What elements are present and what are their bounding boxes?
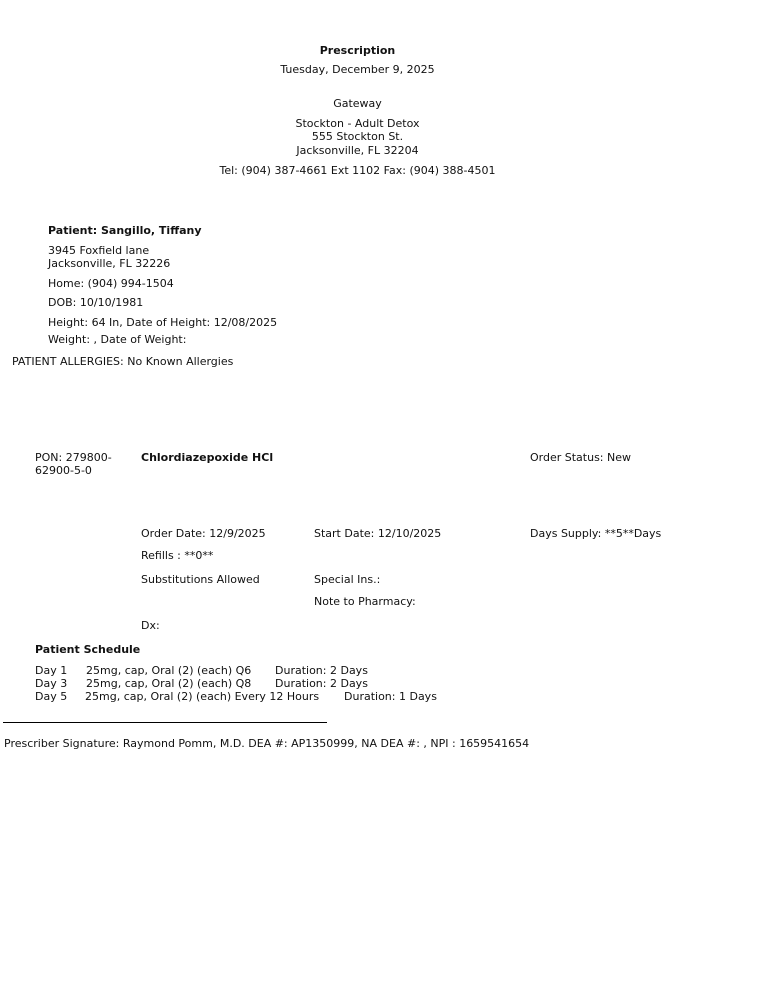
pon-line1: PON: 279800- xyxy=(35,451,112,464)
facility-contact: Tel: (904) 387-4661 Ext 1102 Fax: (904) 388-4501 xyxy=(219,164,496,177)
facility-name: Stockton - Adult Detox xyxy=(295,117,420,130)
order-date: Order Date: 12/9/2025 xyxy=(141,527,266,540)
schedule-duration: Duration: 1 Days xyxy=(344,690,437,703)
signature-line xyxy=(3,722,327,723)
patient-height: Height: 64 In, Date of Height: 12/08/2025 xyxy=(48,316,278,329)
special-instructions: Special Ins.: xyxy=(314,573,381,586)
pon-line2: 62900-5-0 xyxy=(35,464,92,477)
schedule-day: Day 3 xyxy=(35,677,68,690)
diagnosis: Dx: xyxy=(141,619,160,632)
patient-dob: DOB: 10/10/1981 xyxy=(48,296,144,309)
document-date: Tuesday, December 9, 2025 xyxy=(280,63,435,76)
prescriber-signature: Prescriber Signature: Raymond Pomm, M.D. DEA #: AP1350999, NA DEA #: , NPI : 1659541654 xyxy=(4,737,530,750)
schedule-duration: Duration: 2 Days xyxy=(275,664,368,677)
schedule-dose: 25mg, cap, Oral (2) (each) Q6 xyxy=(86,664,252,677)
patient-home-phone: Home: (904) 994-1504 xyxy=(48,277,174,290)
schedule-dose: 25mg, cap, Oral (2) (each) Every 12 Hours xyxy=(85,690,320,703)
patient-weight: Weight: , Date of Weight: xyxy=(48,333,187,346)
document-title: Prescription xyxy=(319,44,396,57)
facility-street: 555 Stockton St. xyxy=(311,130,404,143)
substitutions: Substitutions Allowed xyxy=(141,573,260,586)
patient-name: Patient: Sangillo, Tiffany xyxy=(48,224,202,237)
schedule-day: Day 1 xyxy=(35,664,68,677)
days-supply: Days Supply: **5**Days xyxy=(530,527,662,540)
note-to-pharmacy: Note to Pharmacy: xyxy=(314,595,416,608)
schedule-day: Day 5 xyxy=(35,690,68,703)
schedule-dose: 25mg, cap, Oral (2) (each) Q8 xyxy=(86,677,252,690)
refills: Refills : **0** xyxy=(141,549,214,562)
schedule-title: Patient Schedule xyxy=(35,643,141,656)
facility-city: Jacksonville, FL 32204 xyxy=(296,144,419,157)
drug-name: Chlordiazepoxide HCl xyxy=(141,451,274,464)
organization-name: Gateway xyxy=(333,97,382,110)
order-status: Order Status: New xyxy=(530,451,632,464)
patient-address-line2: Jacksonville, FL 32226 xyxy=(48,257,171,270)
patient-address-line1: 3945 Foxfield lane xyxy=(48,244,150,257)
schedule-duration: Duration: 2 Days xyxy=(275,677,368,690)
start-date: Start Date: 12/10/2025 xyxy=(314,527,442,540)
patient-allergies: PATIENT ALLERGIES: No Known Allergies xyxy=(12,355,234,368)
